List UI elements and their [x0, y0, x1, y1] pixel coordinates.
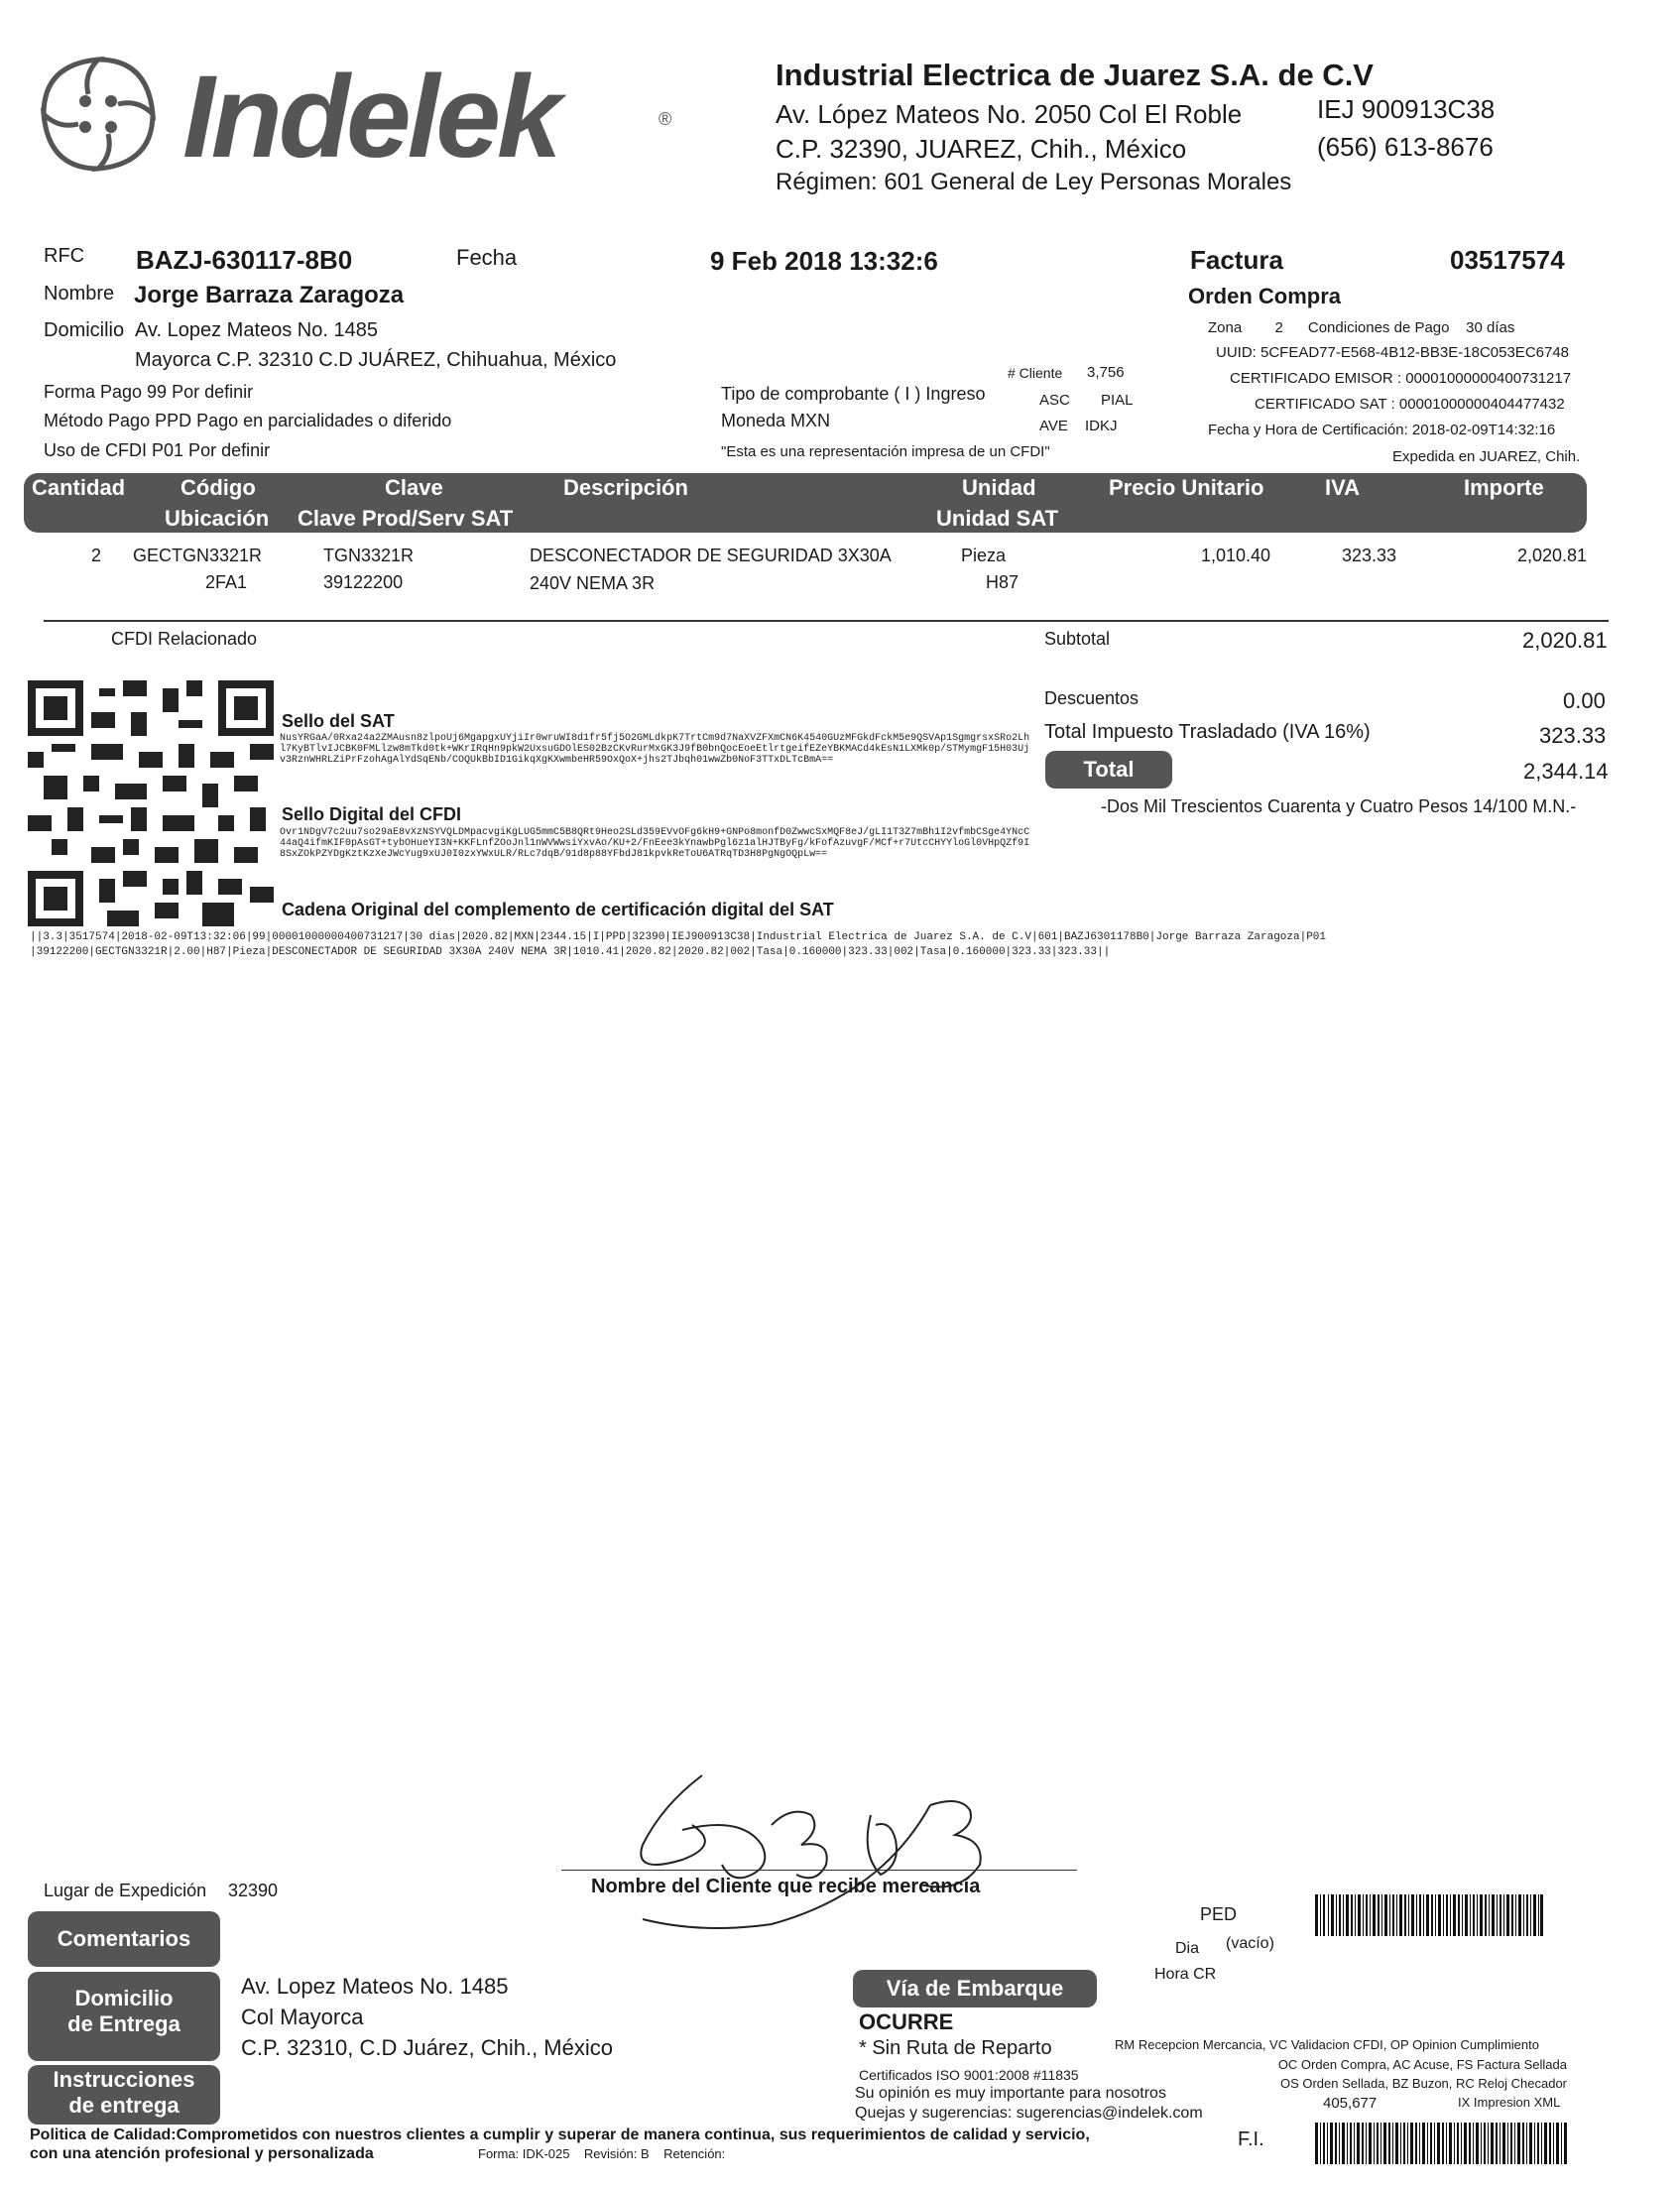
company-phone: (656) 613-8676: [1317, 132, 1494, 162]
orden-compra: Orden Compra: [1188, 284, 1342, 308]
impuesto-value: 323.33: [1539, 723, 1607, 748]
representacion-note: "Esta es una representación impresa de un CFDI": [721, 443, 1050, 460]
tipo-comprobante: Tipo de comprobante ( I ) Ingreso: [721, 384, 986, 404]
cliente-num: 3,756: [1087, 364, 1125, 381]
cadena-original: ||3.3|3517574|2018-02-09T13:32:06|99|00001000000400731217|30 dias|2020.82|MXN|2344.15|I|PPD|32390|IEJ900913C38|Industrial Electrica de Juarez S.A. de C.V|601|BAZJ6301178B0|Jorge Barraza Zaragoza|P01|39122200|GECTGN3321R|2.00|H87|Pieza|DESCONECTADOR DE SEGURIDAD 3X30A 240V NEMA 3R|1010.41|2020.82|2020.82|002|Tasa|0.160000|323.33|002|Tasa|0.160000|323.33|323.33||: [30, 931, 1327, 958]
fecha-certificacion: Fecha y Hora de Certificación: 2018-02-09T14:32:16: [1208, 422, 1556, 438]
nombre-value: Jorge Barraza Zaragoza: [134, 282, 405, 308]
leyenda2: OC Orden Compra, AC Acuse, FS Factura Sellada: [1277, 2057, 1567, 2072]
impuesto-label: Total Impuesto Trasladado (IVA 16%): [1044, 721, 1371, 743]
descuentos-label: Descuentos: [1044, 688, 1140, 708]
ave-value: IDKJ: [1085, 418, 1118, 434]
row-cantidad: 2: [91, 546, 102, 565]
fecha-value: 9 Feb 2018 13:32:6: [710, 246, 938, 276]
header-descripcion: Descripción: [563, 475, 688, 500]
row-iva: 323.33: [1342, 546, 1397, 565]
subtotal-label: Subtotal: [1044, 629, 1111, 649]
header-clave-sat: Clave Prod/Serv SAT: [298, 506, 514, 531]
company-regimen: Régimen: 601 General de Ley Personas Morales: [776, 169, 1292, 195]
domicilio-entrega-label: [28, 1972, 220, 2061]
asc-label: ASC: [1039, 392, 1070, 409]
entrega-line2: Col Mayorca: [241, 2005, 364, 2029]
header-cantidad: Cantidad: [32, 475, 126, 500]
comentarios-label: Comentarios: [28, 1911, 220, 1967]
entrega-line3: C.P. 32310, C.D Juárez, Chih., México: [241, 2035, 613, 2060]
cfdi-relacionado: CFDI Relacionado: [111, 629, 258, 649]
cert-sat: CERTIFICADO SAT : 00001000000404477432: [1255, 396, 1565, 413]
politica-line2: con una atención profesional y personalizada: [30, 2145, 374, 2162]
dia-label: Dia: [1175, 1940, 1200, 1957]
domicilio-entrega-line2: de Entrega: [67, 2011, 180, 2036]
barcode-bottom: [1315, 2123, 1569, 2164]
row-unidad: Pieza: [961, 546, 1007, 565]
asc-value: PIAL: [1101, 392, 1134, 409]
entrega-line1: Av. Lopez Mateos No. 1485: [241, 1974, 509, 1999]
row-unidad-sat: H87: [986, 572, 1020, 592]
factura-number: 03517574: [1450, 245, 1565, 275]
total-letra: -Dos Mil Trescientos Cuarenta y Cuatro Pesos 14/100 M.N.-: [1101, 796, 1577, 816]
row-precio: 1,010.40: [1201, 546, 1271, 565]
ped-label: PED: [1200, 1904, 1238, 1924]
row-clave-sat: 39122200: [323, 572, 404, 592]
header-unidad: Unidad: [962, 475, 1036, 500]
descuentos-value: 0.00: [1563, 688, 1606, 713]
signature-line: [561, 1870, 1077, 1871]
uuid: UUID: 5CFEAD77-E568-4B12-BB3E-18C053EC6748: [1216, 344, 1570, 361]
lugar-expedicion: 32390: [228, 1881, 279, 1900]
domicilio-line1: Av. Lopez Mateos No. 1485: [135, 319, 378, 341]
header-importe: Importe: [1464, 475, 1544, 500]
cliente-num-label: # Cliente: [1008, 365, 1063, 381]
row-descripcion1: DESCONECTADOR DE SEGURIDAD 3X30A: [530, 546, 892, 565]
header-codigo: Código: [180, 475, 256, 500]
header-ubicacion: Ubicación: [165, 506, 270, 531]
items-table-header: [24, 473, 1587, 533]
lugar-expedicion-label: Lugar de Expedición: [44, 1881, 207, 1900]
sello-sat-title: Sello del SAT: [282, 711, 395, 731]
iso-cert: Certificados ISO 9001:2008 #11835: [859, 2067, 1079, 2083]
instrucciones-label: [28, 2065, 220, 2125]
company-rfc: IEJ 900913C38: [1317, 94, 1496, 124]
row-ubicacion: 2FA1: [205, 572, 248, 592]
company-name: Industrial Electrica de Juarez S.A. de C.V: [776, 58, 1374, 92]
barcode-top: [1315, 1894, 1543, 1936]
total-value: 2,344.14: [1523, 759, 1609, 784]
row-clave: TGN3321R: [323, 546, 415, 565]
company-logo: [24, 40, 698, 188]
folio-num: 405,677: [1323, 2095, 1378, 2112]
leyenda3: OS Orden Sellada, BZ Buzon, RC Reloj Checador: [1279, 2076, 1567, 2091]
header-precio: Precio Unitario: [1109, 475, 1264, 500]
impresion-xml: IX Impresion XML: [1458, 2095, 1561, 2110]
header-unidad-sat: Unidad SAT: [936, 506, 1059, 531]
uso-cfdi: Uso de CFDI P01 Por definir: [44, 440, 271, 460]
signature-label: Nombre del Cliente que recibe mercancía: [591, 1876, 981, 1897]
moneda: Moneda MXN: [721, 411, 831, 430]
domicilio-entrega-line1: Domicilio: [74, 1986, 174, 2010]
vacio: (vacío): [1226, 1935, 1274, 1952]
logo-swirl-icon: [24, 40, 173, 188]
opinion: Su opinión es muy importante para nosotros: [855, 2085, 1166, 2102]
header-clave: Clave: [385, 475, 443, 500]
politica-line1: Politica de Calidad:Comprometidos con nuestros clientes a cumplir y superar de manera continua, sus requerimientos de calidad y servicio,: [30, 2127, 1090, 2143]
company-address2: C.P. 32390, JUAREZ, Chih., México: [776, 134, 1187, 164]
metodo-pago: Método Pago PPD Pago en parcialidades o diferido: [44, 411, 452, 430]
sello-cfdi: Ovr1NDgV7c2uu7so29aE8vXzNSYVQLDMpacvgiKgLUG5mmC5B8QRt9Heo2SLd359EVvOFg6kH9+GNPo8monfD0ZwwcSxMQF8eJ/gLI1T3Z7mBh1I2vfmbCSge4YNcC44aQ4ifmKIF0pAsGT+tybOHueYI3N+KKFLnfZOoJnl1nWVWwsiYxvAo/KU+2/FnEee3kYnawbPgl6z1alHJTByFg/kFofAzuvgF/MCf+r7UtcCHYYloGl0VHpQZf9I8SxZOkPZYDgKztKzXeJWcYug9xUJ0I0zxYWxULR/RLc7dqB/91d8p88YFbdJ81kpvkReToU6ATRqTD3H8PgNgOQpLw==: [280, 827, 1030, 860]
ave-label: AVE: [1039, 418, 1068, 434]
instrucciones-line1: Instrucciones: [53, 2067, 195, 2092]
row-codigo: GECTGN3321R: [133, 546, 263, 565]
subtotal-value: 2,020.81: [1522, 628, 1608, 653]
sello-sat: NusYRGaA/0Rxa24a2ZMAusn8zlpoUj6MgapgxUYjiIr0wruWI8d1fr5fj5O2GMLdkpK7TrtCm9d7NaXVZFXmCN6K4540GUzMFGkdFckM5e9QSVAp1SgmgrsxSRo2Lhl7KyBTlvIJCBK0FMLlzw8mTkd0tk+WKrIRqHn9pkW2UxsuGDOlES02BzCKvRurMxGK3J9fB0bnQocEoeEtlrtgeifEZeYBKMACd4kEsN1LXMk0p/STMymgF15H03Ujv3RznWHRLZiPrFzohAgAlYdSqENb/COQUkBbID1GikqXgKXwmbeHR59OxQoX+jhs2TJbqh01wwZb0NoF3TTxDLTcBmA==: [280, 733, 1030, 766]
qr-code: [28, 680, 274, 926]
row-importe: 2,020.81: [1517, 546, 1588, 565]
forma-revision: Forma: IDK-025 Revisión: B Retención:: [478, 2146, 726, 2161]
sin-ruta: * Sin Ruta de Reparto: [859, 2037, 1052, 2059]
nombre-label: Nombre: [44, 283, 115, 304]
client-signature: [623, 1746, 1089, 1944]
forma-pago: Forma Pago 99 Por definir: [44, 382, 254, 402]
zona-condiciones: Zona 2 Condiciones de Pago 30 días: [1208, 319, 1515, 336]
table-divider: [44, 620, 1609, 622]
via-embarque-label: Vía de Embarque: [853, 1970, 1097, 2007]
instrucciones-line2: de entrega: [68, 2093, 180, 2118]
factura-label: Factura: [1190, 245, 1283, 275]
leyenda1: RM Recepcion Mercancia, VC Validacion CFDI, OP Opinion Cumplimiento: [1115, 2037, 1539, 2052]
logo-wordmark: Indelek: [182, 52, 558, 182]
domicilio-label: Domicilio: [44, 319, 125, 341]
sello-cfdi-title: Sello Digital del CFDI: [282, 804, 462, 824]
registered-mark: ®: [659, 109, 672, 129]
domicilio-line2: Mayorca C.P. 32310 C.D JUÁREZ, Chihuahua, México: [135, 349, 617, 371]
fi-label: F.I.: [1238, 2128, 1264, 2150]
row-descripcion2: 240V NEMA 3R: [530, 573, 656, 593]
rfc-label: RFC: [44, 245, 85, 267]
total-label: Total: [1045, 751, 1172, 789]
company-address1: Av. López Mateos No. 2050 Col El Roble: [776, 99, 1243, 129]
header-iva: IVA: [1325, 475, 1361, 500]
hora-label: Hora CR: [1154, 1966, 1217, 1983]
cert-emisor: CERTIFICADO EMISOR : 00001000000400731217: [1230, 370, 1572, 387]
fecha-label: Fecha: [456, 245, 518, 270]
expedida: Expedida en JUAREZ, Chih.: [1392, 448, 1581, 465]
ocurre: OCURRE: [859, 2009, 954, 2034]
cadena-title: Cadena Original del complemento de certificación digital del SAT: [282, 900, 834, 919]
quejas: Quejas y sugerencias: sugerencias@indelek.com: [855, 2105, 1203, 2122]
rfc-value: BAZJ-630117-8B0: [136, 245, 353, 275]
